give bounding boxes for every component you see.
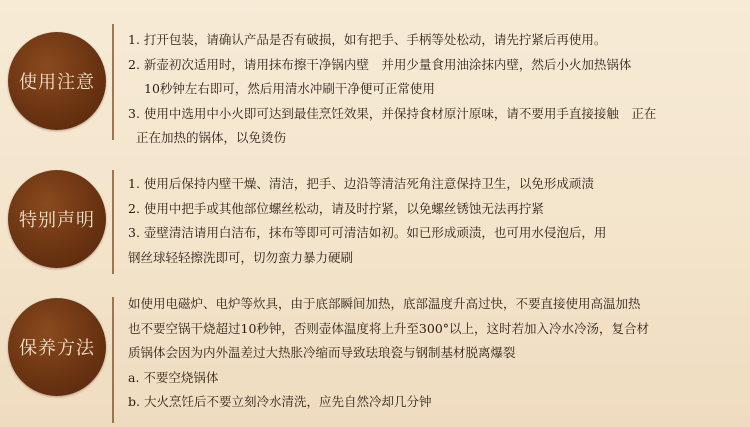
badge-label: 特别声明 bbox=[19, 210, 95, 231]
text-line: 1. 使用后保持内壁干燥、清洁，把手、边沿等清洁死角注意保持卫生，以免形成顽渍 bbox=[128, 176, 594, 191]
text-line: 正在加热的锅体，以免烫伤 bbox=[136, 130, 287, 145]
section-maintenance bbox=[0, 285, 750, 427]
special-statement-text bbox=[128, 172, 742, 270]
text-line: 质锅体会因为内外温差过大热胀冷缩而导致珐琅瓷与钢制基材脱离爆裂 bbox=[128, 345, 516, 360]
maintenance-text bbox=[128, 292, 742, 415]
text-line: 2. 新壶初次适用时，请用抹布擦干净锅内壁 并用少量食用油涂抹内壁，然后小火加热锅体 bbox=[128, 56, 632, 72]
text-line: 如使用电磁炉、电炉等炊具，由于底部瞬间加热，底部温度升高过快，不要直接使用高温加热 bbox=[128, 296, 641, 311]
text-line: 3. 使用中选用中小火即可达到最佳烹饪效果，并保持食材原汁原味，请不要用手直接接触 正在 bbox=[128, 105, 657, 121]
divider bbox=[112, 170, 114, 274]
text-line: 10秒钟左右即可，然后用清水冲刷干净便可正常使用 bbox=[144, 81, 435, 96]
badge-usage-notes bbox=[8, 32, 106, 130]
text-line: b. 大火烹饪后不要立刻冷水清洗，应先自然冷却几分钟 bbox=[128, 394, 432, 409]
badge-special-statement bbox=[8, 170, 106, 268]
divider bbox=[112, 297, 114, 423]
text-line: 3. 壶壁清洁请用白洁布，抹布等即可可清洁如初。如已形成顽渍，也可用水侵泡后，用 bbox=[128, 225, 607, 240]
text-line: 也不要空锅干烧超过10秒钟，否则壶体温度将上升至300°以上，这时若加入冷水冷汤，复合材 bbox=[128, 320, 650, 336]
divider bbox=[112, 24, 114, 140]
text-line: 钢丝球轻轻擦洗即可，切勿蛮力暴力硬刷 bbox=[128, 249, 354, 265]
text-line: 2. 使用中把手或其他部位螺丝松动，请及时拧紧，以免螺丝锈蚀无法再拧紧 bbox=[128, 200, 544, 216]
section-special-statement bbox=[0, 160, 750, 285]
text-line: 1. 打开包装，请确认产品是否有破损，如有把手、手柄等处松动，请先拧紧后再使用。 bbox=[128, 32, 607, 47]
badge-label: 保养方法 bbox=[19, 338, 95, 359]
usage-notes-text bbox=[128, 28, 742, 151]
section-usage-notes bbox=[0, 0, 750, 160]
badge-maintenance bbox=[8, 298, 106, 396]
badge-label: 使用注意 bbox=[19, 72, 95, 93]
text-line: a. 不要空烧锅体 bbox=[128, 369, 219, 385]
